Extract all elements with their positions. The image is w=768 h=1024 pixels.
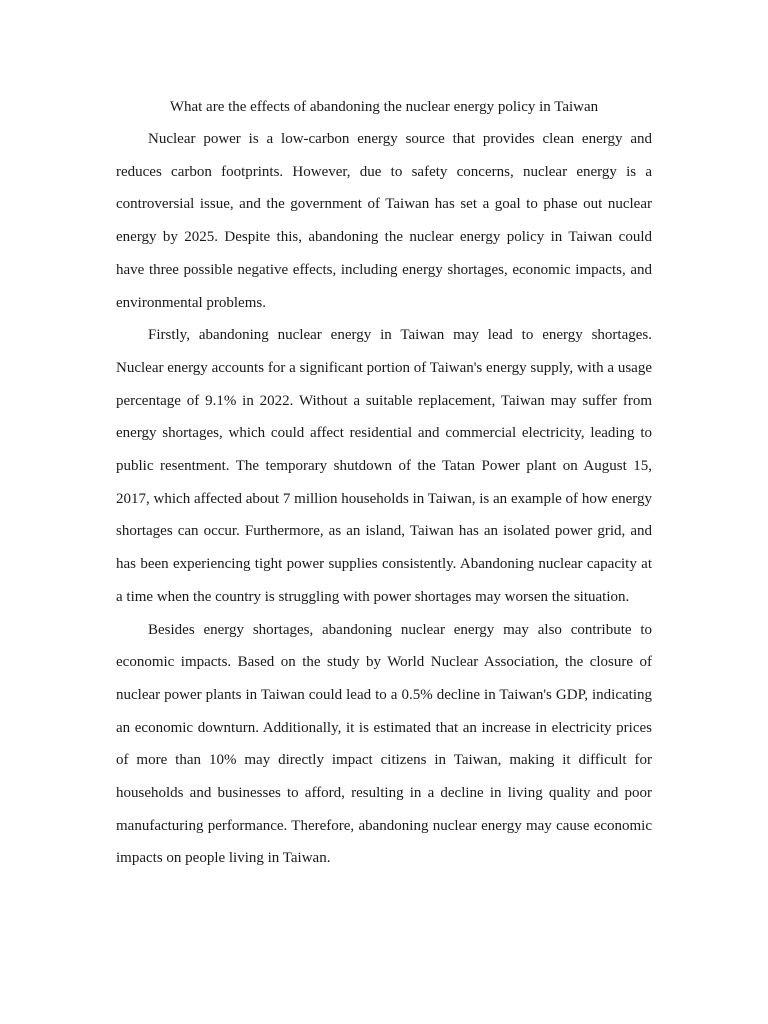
document-title: What are the effects of abandoning the nuclear energy policy in Taiwan [169, 99, 599, 115]
paragraph-economic-impacts: Besides energy shortages, abandoning nuclear energy may also contribute to economic impacts. Based on the study by World Nuclear Association, the closure of nuclear power plants in Taiwan could lead to a 0.5% decline in Taiwan's GDP, indicating an economic downturn. Additionally, it is estimated that an increase in electricity prices of more than 10% may directly impact citizens in Taiwan, making it difficult for households and businesses to afford, resulting in a decline in living quality and poor manufacturing performance. Therefore, abandoning nuclear energy may cause economic impacts on people living in Taiwan. [116, 621, 652, 867]
document-body [116, 94, 652, 875]
paragraph-energy-shortages: Firstly, abandoning nuclear energy in Taiwan may lead to energy shortages. Nuclear energy accounts for a significant portion of Taiwan's energy supply, with a usage percentage of 9.1% in 2022. Without a suitable replacement, Taiwan may suffer from energy shortages, which could affect residential and commercial electricity, leading to public resentment. The temporary shutdown of the Tatan Power plant on August 15, 2017, which affected about 7 million households in Taiwan, is an example of how energy shortages can occur. Furthermore, as an island, Taiwan has an isolated power grid, and has been experiencing tight power supplies consistently. Abandoning nuclear capacity at a time when the country is struggling with power shortages may worsen the situation. [116, 327, 652, 605]
paragraph-introduction: Nuclear power is a low-carbon energy source that provides clean energy and reduces carbon footprints. However, due to safety concerns, nuclear energy is a controversial issue, and the government of Taiwan has set a goal to phase out nuclear energy by 2025. Despite this, abandoning the nuclear energy policy in Taiwan could have three possible negative effects, including energy shortages, economic impacts, and environmental problems. [116, 131, 652, 311]
